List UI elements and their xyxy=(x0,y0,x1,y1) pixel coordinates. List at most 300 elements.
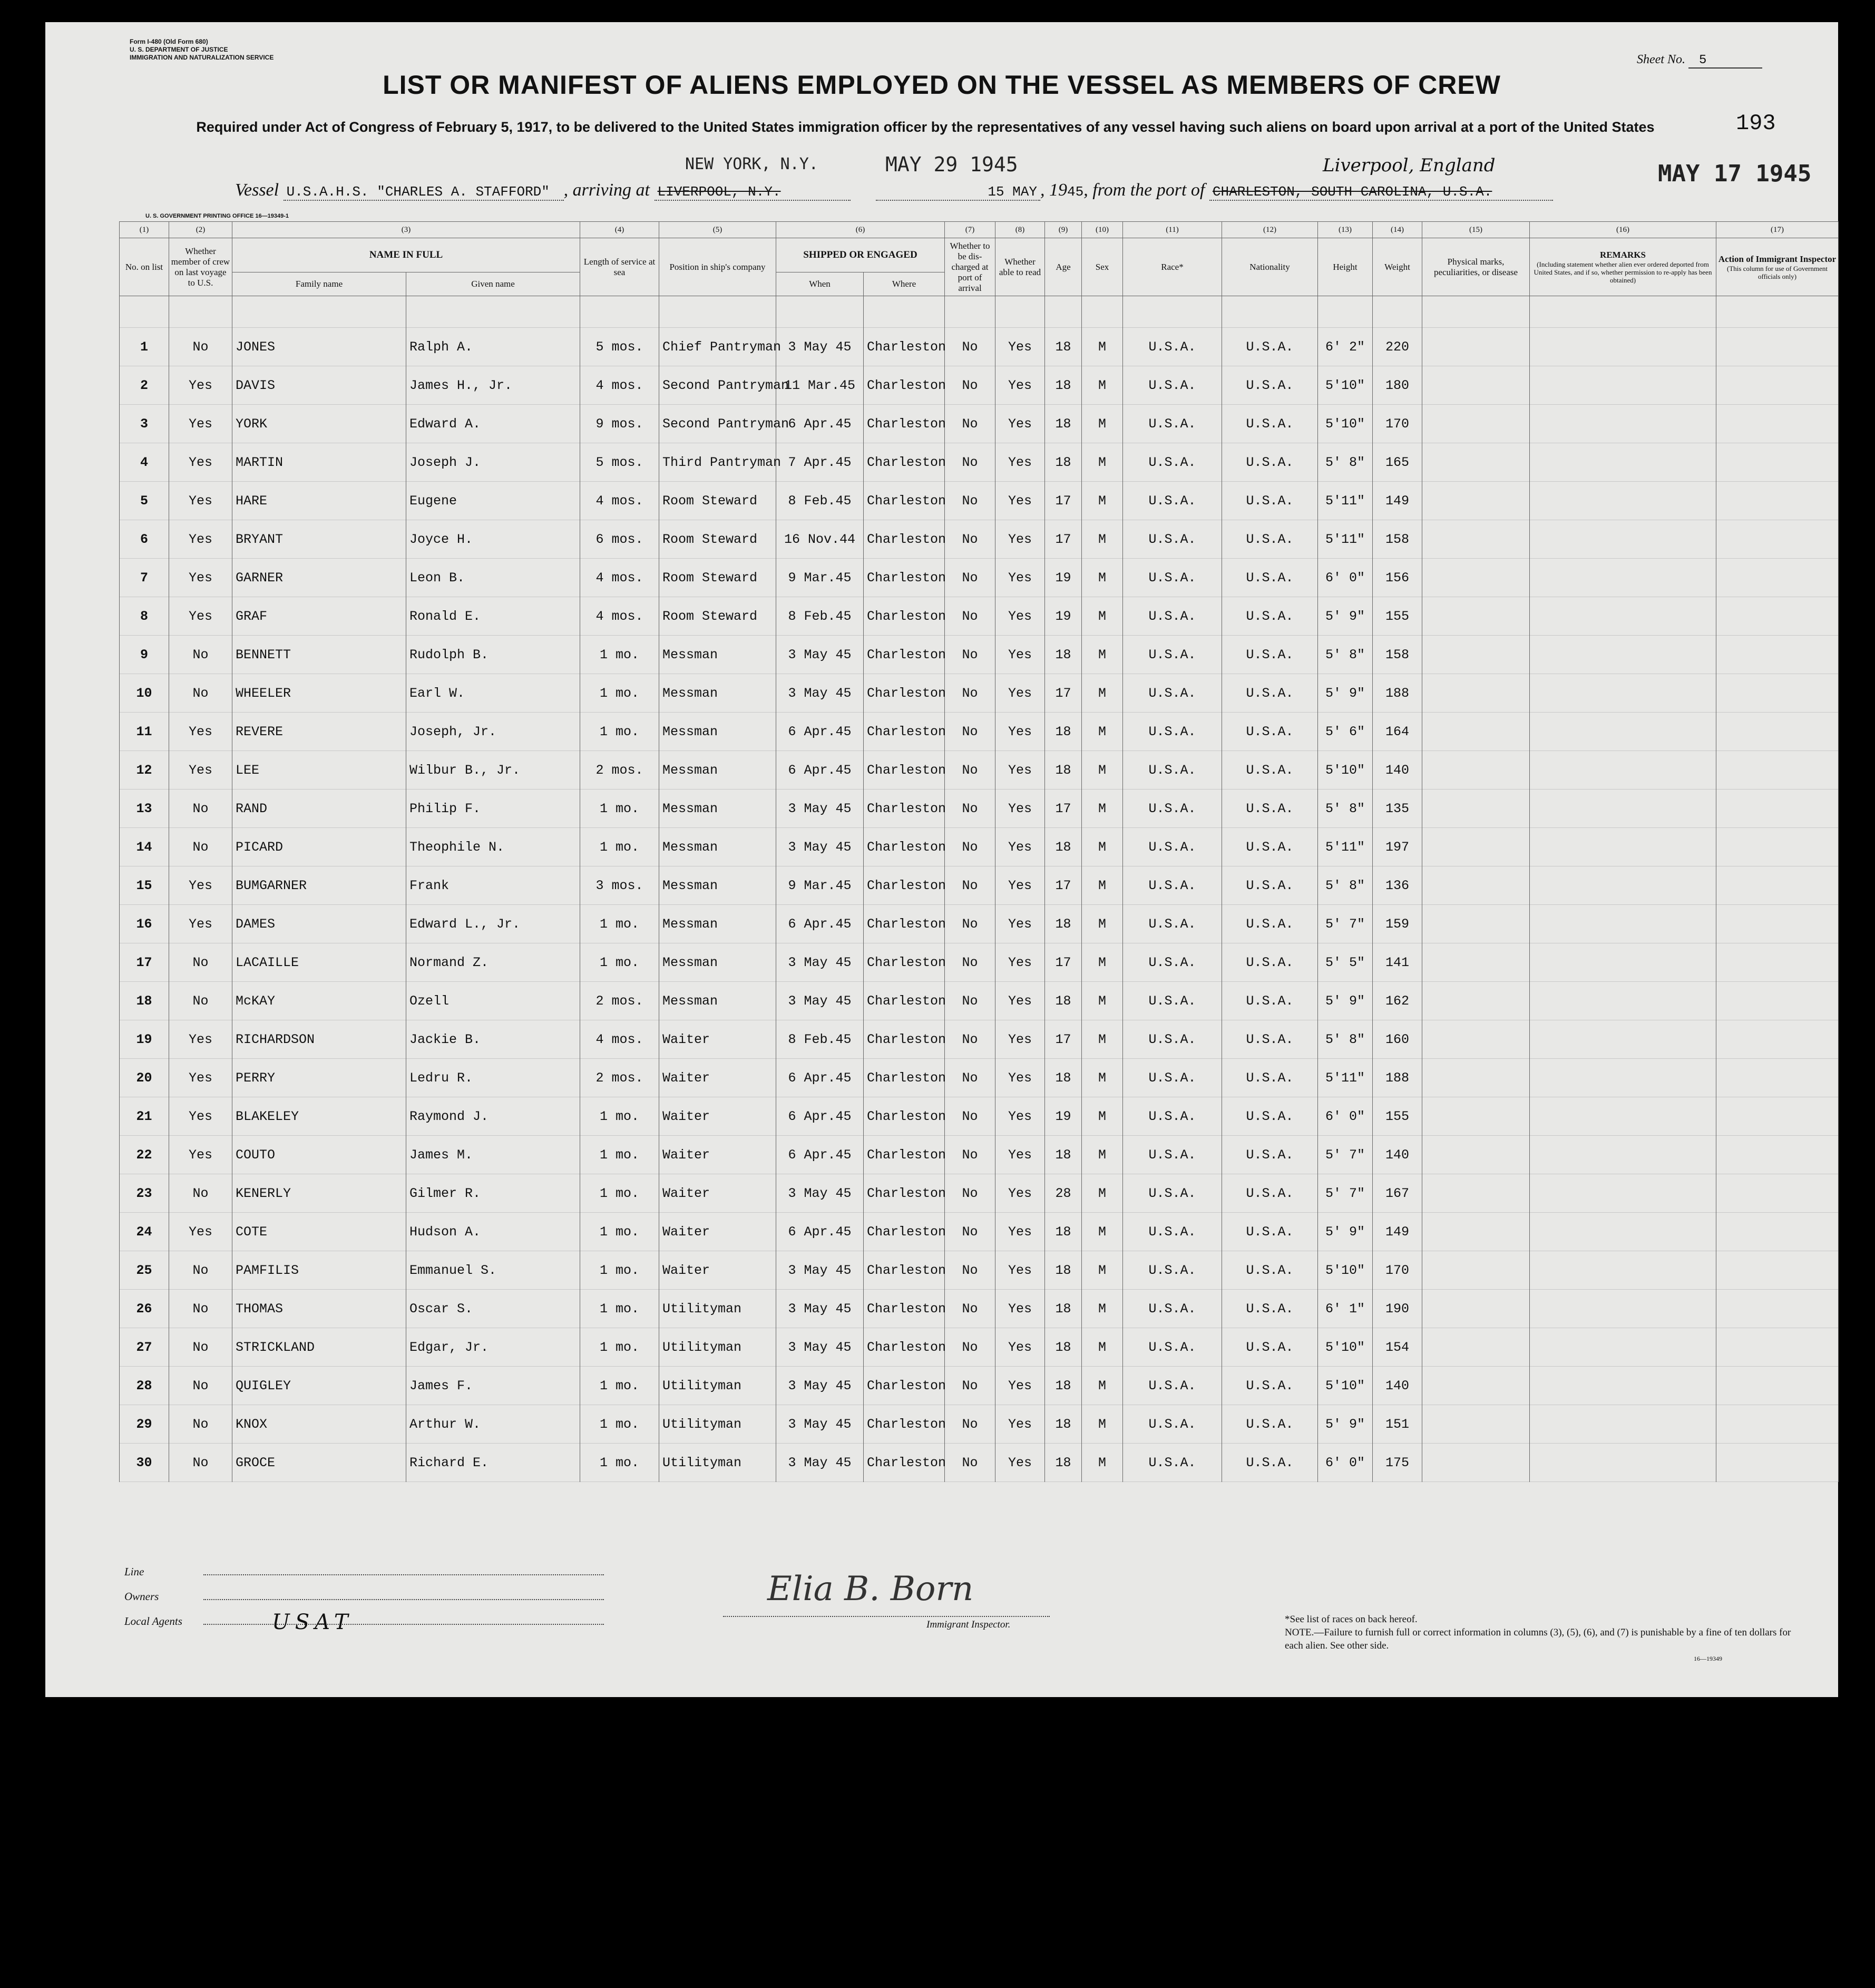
service-length-cell: 6 mos. xyxy=(580,520,659,559)
service-length-cell: 2 mos. xyxy=(580,1059,659,1097)
given-name-cell: Philip F. xyxy=(406,790,580,828)
physical-marks-cell xyxy=(1422,1213,1530,1251)
shipped-where-cell: Charleston xyxy=(864,1405,945,1444)
row-number-cell: 3 xyxy=(120,405,169,443)
position-cell: Waiter xyxy=(659,1059,776,1097)
arrival-port-stamp: NEW YORK, N.Y. xyxy=(685,155,818,173)
race-cell: U.S.A. xyxy=(1123,636,1222,674)
height-cell: 5'10" xyxy=(1318,1251,1373,1290)
row-number-cell: 5 xyxy=(120,482,169,520)
nationality-cell: U.S.A. xyxy=(1222,1251,1318,1290)
nationality-cell: U.S.A. xyxy=(1222,328,1318,366)
nationality-cell: U.S.A. xyxy=(1222,559,1318,597)
given-name-cell: Raymond J. xyxy=(406,1097,580,1136)
remarks-note: (Including statement whether alien ever ordered deported from United States, and if so, whether permission to re-apply has been obtained) xyxy=(1534,260,1712,284)
discharged-flag-cell: No xyxy=(945,1405,995,1444)
discharged-flag-cell: No xyxy=(945,866,995,905)
races-note: *See list of races on back hereof. xyxy=(1285,1614,1418,1625)
given-name-cell: Ralph A. xyxy=(406,328,580,366)
row-number-cell: 25 xyxy=(120,1251,169,1290)
col-num: (1) xyxy=(120,222,169,238)
height-cell: 5'11" xyxy=(1318,520,1373,559)
able-to-read-cell: Yes xyxy=(995,905,1045,943)
able-to-read-cell: Yes xyxy=(995,443,1045,482)
able-to-read-cell: Yes xyxy=(995,1059,1045,1097)
discharged-flag-cell: No xyxy=(945,828,995,866)
day-month: 15 MAY xyxy=(876,184,1040,201)
race-cell: U.S.A. xyxy=(1123,597,1222,636)
col-num: (16) xyxy=(1530,222,1716,238)
family-name-cell: PAMFILIS xyxy=(232,1251,406,1290)
shipped-where-cell: Charleston xyxy=(864,828,945,866)
shipped-where-cell: Charleston xyxy=(864,328,945,366)
sex-cell: M xyxy=(1082,482,1123,520)
remarks-cell xyxy=(1530,559,1716,597)
position-cell: Third Pantryman xyxy=(659,443,776,482)
family-name-cell: McKAY xyxy=(232,982,406,1020)
table-row xyxy=(120,366,1839,405)
position-cell: Utilityman xyxy=(659,1444,776,1482)
shipped-when-cell: 3 May 45 xyxy=(776,1405,864,1444)
able-to-read-cell: Yes xyxy=(995,1136,1045,1174)
height-cell: 5'11" xyxy=(1318,1059,1373,1097)
weight-cell: 188 xyxy=(1373,674,1422,713)
race-cell: U.S.A. xyxy=(1123,366,1222,405)
inspector-action-cell xyxy=(1716,1097,1839,1136)
arrival-date-stamp: MAY 29 1945 xyxy=(885,153,1018,176)
crew-table-body xyxy=(120,296,1839,1483)
height-cell: 6' 1" xyxy=(1318,1290,1373,1328)
given-name-cell: Ledru R. xyxy=(406,1059,580,1097)
table-row xyxy=(120,1213,1839,1251)
shipped-where-cell: Charleston xyxy=(864,905,945,943)
able-to-read-cell: Yes xyxy=(995,828,1045,866)
family-name-cell: QUIGLEY xyxy=(232,1367,406,1405)
discharged-flag-cell: No xyxy=(945,597,995,636)
row-number-cell: 16 xyxy=(120,905,169,943)
position-cell: Messman xyxy=(659,943,776,982)
action-title: Action of Immigrant Inspector xyxy=(1718,254,1837,264)
sex-cell: M xyxy=(1082,405,1123,443)
sex-cell: M xyxy=(1082,1059,1123,1097)
height-cell: 5' 8" xyxy=(1318,636,1373,674)
row-number-cell: 29 xyxy=(120,1405,169,1444)
sex-cell: M xyxy=(1082,443,1123,482)
race-cell: U.S.A. xyxy=(1123,1367,1222,1405)
header-age: Age xyxy=(1045,238,1082,296)
shipped-where-cell: Charleston xyxy=(864,982,945,1020)
discharged-flag-cell: No xyxy=(945,520,995,559)
crew-table xyxy=(119,221,1839,1482)
header-where: Where xyxy=(864,272,945,296)
service-length-cell: 5 mos. xyxy=(580,328,659,366)
shipped-when-cell: 8 Feb.45 xyxy=(776,597,864,636)
remarks-cell xyxy=(1530,636,1716,674)
discharged-flag-cell: No xyxy=(945,1097,995,1136)
row-number-cell: 6 xyxy=(120,520,169,559)
inspector-action-cell xyxy=(1716,405,1839,443)
sex-cell: M xyxy=(1082,982,1123,1020)
able-to-read-cell: Yes xyxy=(995,982,1045,1020)
position-cell: Waiter xyxy=(659,1213,776,1251)
sex-cell: M xyxy=(1082,1405,1123,1444)
shipped-when-cell: 6 Apr.45 xyxy=(776,751,864,790)
age-cell: 18 xyxy=(1045,1444,1082,1482)
nationality-cell: U.S.A. xyxy=(1222,520,1318,559)
table-row xyxy=(120,674,1839,713)
physical-marks-cell xyxy=(1422,751,1530,790)
family-name-cell: BLAKELEY xyxy=(232,1097,406,1136)
shipped-when-cell: 9 Mar.45 xyxy=(776,559,864,597)
family-name-cell: KENERLY xyxy=(232,1174,406,1213)
header-sex: Sex xyxy=(1082,238,1123,296)
height-cell: 5' 7" xyxy=(1318,1136,1373,1174)
header-action xyxy=(1716,238,1839,296)
crew-member-flag-cell: Yes xyxy=(169,1136,232,1174)
race-cell: U.S.A. xyxy=(1123,1174,1222,1213)
height-cell: 5' 9" xyxy=(1318,982,1373,1020)
height-cell: 5' 9" xyxy=(1318,1405,1373,1444)
sex-cell: M xyxy=(1082,828,1123,866)
signature-line xyxy=(723,1616,1050,1617)
sex-cell: M xyxy=(1082,1444,1123,1482)
service-length-cell: 1 mo. xyxy=(580,1444,659,1482)
physical-marks-cell xyxy=(1422,636,1530,674)
family-name-cell: COTE xyxy=(232,1213,406,1251)
inspector-action-cell xyxy=(1716,1328,1839,1367)
position-cell: Messman xyxy=(659,790,776,828)
sheet-number-value: 5 xyxy=(1688,53,1762,69)
weight-cell: 160 xyxy=(1373,1020,1422,1059)
owners-blank xyxy=(203,1599,604,1600)
race-cell: U.S.A. xyxy=(1123,328,1222,366)
family-name-cell: MARTIN xyxy=(232,443,406,482)
col-num: (3) xyxy=(232,222,580,238)
table-row xyxy=(120,328,1839,366)
inspector-action-cell xyxy=(1716,520,1839,559)
given-name-cell: Emmanuel S. xyxy=(406,1251,580,1290)
shipped-when-cell: 6 Apr.45 xyxy=(776,1097,864,1136)
row-number-cell: 20 xyxy=(120,1059,169,1097)
printer-imprint: U. S. GOVERNMENT PRINTING OFFICE 16—19349-1 xyxy=(145,213,289,219)
remarks-title: REMARKS xyxy=(1600,250,1646,260)
family-name-cell: LACAILLE xyxy=(232,943,406,982)
position-cell: Messman xyxy=(659,713,776,751)
inspector-action-cell xyxy=(1716,636,1839,674)
shipped-when-cell: 6 Apr.45 xyxy=(776,1213,864,1251)
weight-cell: 155 xyxy=(1373,597,1422,636)
position-cell: Utilityman xyxy=(659,1405,776,1444)
given-name-cell: Normand Z. xyxy=(406,943,580,982)
position-cell: Messman xyxy=(659,674,776,713)
height-cell: 5'11" xyxy=(1318,828,1373,866)
discharged-flag-cell: No xyxy=(945,328,995,366)
discharged-flag-cell: No xyxy=(945,1290,995,1328)
row-number-cell: 2 xyxy=(120,366,169,405)
table-row xyxy=(120,405,1839,443)
crew-member-flag-cell: Yes xyxy=(169,482,232,520)
age-cell: 18 xyxy=(1045,751,1082,790)
row-number-cell: 7 xyxy=(120,559,169,597)
discharged-flag-cell: No xyxy=(945,559,995,597)
col-num: (10) xyxy=(1082,222,1123,238)
table-row xyxy=(120,1097,1839,1136)
table-row xyxy=(120,866,1839,905)
weight-cell: 140 xyxy=(1373,751,1422,790)
sex-cell: M xyxy=(1082,905,1123,943)
table-row xyxy=(120,443,1839,482)
physical-marks-cell xyxy=(1422,1367,1530,1405)
col-num: (2) xyxy=(169,222,232,238)
shipped-where-cell: Charleston xyxy=(864,1444,945,1482)
shipped-where-cell: Charleston xyxy=(864,559,945,597)
given-name-cell: Frank xyxy=(406,866,580,905)
sex-cell: M xyxy=(1082,866,1123,905)
vessel-line xyxy=(235,180,1553,201)
row-number-cell: 13 xyxy=(120,790,169,828)
physical-marks-cell xyxy=(1422,482,1530,520)
service-length-cell: 1 mo. xyxy=(580,1251,659,1290)
table-row xyxy=(120,1174,1839,1213)
service-length-cell: 1 mo. xyxy=(580,1290,659,1328)
service-length-cell: 1 mo. xyxy=(580,1213,659,1251)
header-able-to-read: Whether able to read xyxy=(995,238,1045,296)
inspector-action-cell xyxy=(1716,828,1839,866)
crew-member-flag-cell: Yes xyxy=(169,520,232,559)
age-cell: 18 xyxy=(1045,366,1082,405)
inspector-action-cell xyxy=(1716,1444,1839,1482)
nationality-cell: U.S.A. xyxy=(1222,1328,1318,1367)
weight-cell: 197 xyxy=(1373,828,1422,866)
crew-member-flag-cell: Yes xyxy=(169,905,232,943)
shipped-when-cell: 3 May 45 xyxy=(776,1367,864,1405)
row-number-cell: 30 xyxy=(120,1444,169,1482)
header-length-of-service: Length of service at sea xyxy=(580,238,659,296)
service-length-cell: 4 mos. xyxy=(580,482,659,520)
table-row xyxy=(120,943,1839,982)
position-cell: Waiter xyxy=(659,1251,776,1290)
nationality-cell: U.S.A. xyxy=(1222,366,1318,405)
position-cell: Utilityman xyxy=(659,1367,776,1405)
height-cell: 5'10" xyxy=(1318,1328,1373,1367)
shipped-where-cell: Charleston xyxy=(864,1174,945,1213)
discharged-flag-cell: No xyxy=(945,1059,995,1097)
row-number-cell: 28 xyxy=(120,1367,169,1405)
col-num: (14) xyxy=(1373,222,1422,238)
family-name-cell: PICARD xyxy=(232,828,406,866)
position-cell: Waiter xyxy=(659,1097,776,1136)
age-cell: 19 xyxy=(1045,559,1082,597)
remarks-cell xyxy=(1530,905,1716,943)
able-to-read-cell: Yes xyxy=(995,1405,1045,1444)
discharged-flag-cell: No xyxy=(945,443,995,482)
sex-cell: M xyxy=(1082,1020,1123,1059)
given-name-cell: Joseph J. xyxy=(406,443,580,482)
position-cell: Second Pantryman xyxy=(659,405,776,443)
physical-marks-cell xyxy=(1422,943,1530,982)
crew-member-flag-cell: Yes xyxy=(169,866,232,905)
given-name-cell: Richard E. xyxy=(406,1444,580,1482)
remarks-cell xyxy=(1530,1290,1716,1328)
position-cell: Messman xyxy=(659,636,776,674)
year: 45 xyxy=(1067,184,1084,200)
able-to-read-cell: Yes xyxy=(995,790,1045,828)
family-name-cell: STRICKLAND xyxy=(232,1328,406,1367)
family-name-cell: JONES xyxy=(232,328,406,366)
remarks-cell xyxy=(1530,520,1716,559)
age-cell: 28 xyxy=(1045,1174,1082,1213)
shipped-when-cell: 3 May 45 xyxy=(776,1290,864,1328)
remarks-cell xyxy=(1530,482,1716,520)
nationality-cell: U.S.A. xyxy=(1222,828,1318,866)
shipped-where-cell: Charleston xyxy=(864,1136,945,1174)
row-number-cell: 27 xyxy=(120,1328,169,1367)
weight-cell: 155 xyxy=(1373,1097,1422,1136)
family-name-cell: BUMGARNER xyxy=(232,866,406,905)
family-name-cell: WHEELER xyxy=(232,674,406,713)
shipped-where-cell: Charleston xyxy=(864,520,945,559)
received-stamp: MAY 17 1945 xyxy=(1658,160,1812,187)
shipped-where-cell: Charleston xyxy=(864,713,945,751)
col-num: (12) xyxy=(1222,222,1318,238)
height-cell: 6' 2" xyxy=(1318,328,1373,366)
shipped-where-cell: Charleston xyxy=(864,1213,945,1251)
crew-member-flag-cell: No xyxy=(169,674,232,713)
header-when: When xyxy=(776,272,864,296)
position-cell: Chief Pantryman xyxy=(659,328,776,366)
col-num: (17) xyxy=(1716,222,1839,238)
given-name-cell: Joseph, Jr. xyxy=(406,713,580,751)
physical-marks-cell xyxy=(1422,520,1530,559)
discharged-flag-cell: No xyxy=(945,482,995,520)
discharged-flag-cell: No xyxy=(945,674,995,713)
penalty-note: NOTE.—Failure to furnish full or correct information in columns (3), (5), (6), and (7) is punishable by a fine of ten dollars for each alien. See other side. xyxy=(1285,1627,1791,1651)
able-to-read-cell: Yes xyxy=(995,1251,1045,1290)
nationality-cell: U.S.A. xyxy=(1222,1136,1318,1174)
col-num: (9) xyxy=(1045,222,1082,238)
given-name-cell: Oscar S. xyxy=(406,1290,580,1328)
line-blank xyxy=(203,1574,604,1575)
family-name-cell: THOMAS xyxy=(232,1290,406,1328)
crew-member-flag-cell: No xyxy=(169,1405,232,1444)
shipped-when-cell: 9 Mar.45 xyxy=(776,866,864,905)
page-title: LIST OR MANIFEST OF ALIENS EMPLOYED ON THE VESSEL AS MEMBERS OF CREW xyxy=(383,70,1501,100)
age-cell: 17 xyxy=(1045,482,1082,520)
able-to-read-cell: Yes xyxy=(995,1290,1045,1328)
inspector-action-cell xyxy=(1716,982,1839,1020)
arriving-label: , arriving at xyxy=(563,180,650,200)
remarks-cell xyxy=(1530,982,1716,1020)
height-cell: 5'10" xyxy=(1318,751,1373,790)
nationality-cell: U.S.A. xyxy=(1222,1059,1318,1097)
able-to-read-cell: Yes xyxy=(995,713,1045,751)
table-row xyxy=(120,520,1839,559)
row-number-cell: 12 xyxy=(120,751,169,790)
row-number-cell: 11 xyxy=(120,713,169,751)
shipped-when-cell: 3 May 45 xyxy=(776,636,864,674)
sex-cell: M xyxy=(1082,1213,1123,1251)
given-name-cell: Hudson A. xyxy=(406,1213,580,1251)
line-label: Line xyxy=(124,1565,144,1578)
owners-label: Owners xyxy=(124,1590,159,1603)
height-cell: 5'10" xyxy=(1318,405,1373,443)
shipped-when-cell: 11 Mar.45 xyxy=(776,366,864,405)
race-cell: U.S.A. xyxy=(1123,828,1222,866)
crew-member-flag-cell: Yes xyxy=(169,443,232,482)
physical-marks-cell xyxy=(1422,1020,1530,1059)
physical-marks-cell xyxy=(1422,328,1530,366)
remarks-cell xyxy=(1530,866,1716,905)
nationality-cell: U.S.A. xyxy=(1222,1367,1318,1405)
able-to-read-cell: Yes xyxy=(995,751,1045,790)
family-name-cell: BRYANT xyxy=(232,520,406,559)
service-length-cell: 4 mos. xyxy=(580,559,659,597)
physical-marks-cell xyxy=(1422,405,1530,443)
header-physical-marks: Physical marks, peculiarities, or disease xyxy=(1422,238,1530,296)
service-length-cell: 4 mos. xyxy=(580,366,659,405)
family-name-cell: GARNER xyxy=(232,559,406,597)
race-cell: U.S.A. xyxy=(1123,482,1222,520)
given-name-cell: Jackie B. xyxy=(406,1020,580,1059)
height-cell: 5' 7" xyxy=(1318,1174,1373,1213)
able-to-read-cell: Yes xyxy=(995,943,1045,982)
height-cell: 5' 8" xyxy=(1318,790,1373,828)
inspector-signature: Elia B. Born xyxy=(767,1570,974,1609)
sex-cell: M xyxy=(1082,1097,1123,1136)
table-row xyxy=(120,713,1839,751)
age-cell: 19 xyxy=(1045,597,1082,636)
shipped-where-cell: Charleston xyxy=(864,866,945,905)
remarks-cell xyxy=(1530,1097,1716,1136)
age-cell: 18 xyxy=(1045,405,1082,443)
shipped-when-cell: 8 Feb.45 xyxy=(776,1020,864,1059)
service-length-cell: 1 mo. xyxy=(580,905,659,943)
family-name-cell: DAMES xyxy=(232,905,406,943)
nationality-cell: U.S.A. xyxy=(1222,674,1318,713)
position-cell: Waiter xyxy=(659,1136,776,1174)
family-name-cell: COUTO xyxy=(232,1136,406,1174)
crew-member-flag-cell: No xyxy=(169,790,232,828)
agents-blank xyxy=(203,1610,604,1634)
table-row xyxy=(120,1020,1839,1059)
family-name-cell: GROCE xyxy=(232,1444,406,1482)
sheet-label: Sheet No. xyxy=(1637,53,1685,66)
crew-member-flag-cell: Yes xyxy=(169,713,232,751)
height-cell: 5'10" xyxy=(1318,1367,1373,1405)
shipped-when-cell: 3 May 45 xyxy=(776,1251,864,1290)
inspector-action-cell xyxy=(1716,1405,1839,1444)
position-cell: Room Steward xyxy=(659,597,776,636)
able-to-read-cell: Yes xyxy=(995,1328,1045,1367)
race-cell: U.S.A. xyxy=(1123,943,1222,982)
sex-cell: M xyxy=(1082,559,1123,597)
weight-cell: 159 xyxy=(1373,905,1422,943)
weight-cell: 170 xyxy=(1373,1251,1422,1290)
able-to-read-cell: Yes xyxy=(995,1020,1045,1059)
col-num: (15) xyxy=(1422,222,1530,238)
header-shipped-or-engaged: SHIPPED OR ENGAGED xyxy=(776,238,945,272)
able-to-read-cell: Yes xyxy=(995,1213,1045,1251)
inspector-action-cell xyxy=(1716,713,1839,751)
age-cell: 18 xyxy=(1045,636,1082,674)
given-name-cell: Edward L., Jr. xyxy=(406,905,580,943)
able-to-read-cell: Yes xyxy=(995,866,1045,905)
weight-cell: 180 xyxy=(1373,366,1422,405)
sex-cell: M xyxy=(1082,366,1123,405)
race-cell: U.S.A. xyxy=(1123,1328,1222,1367)
shipped-where-cell: Charleston xyxy=(864,1367,945,1405)
age-cell: 18 xyxy=(1045,1136,1082,1174)
